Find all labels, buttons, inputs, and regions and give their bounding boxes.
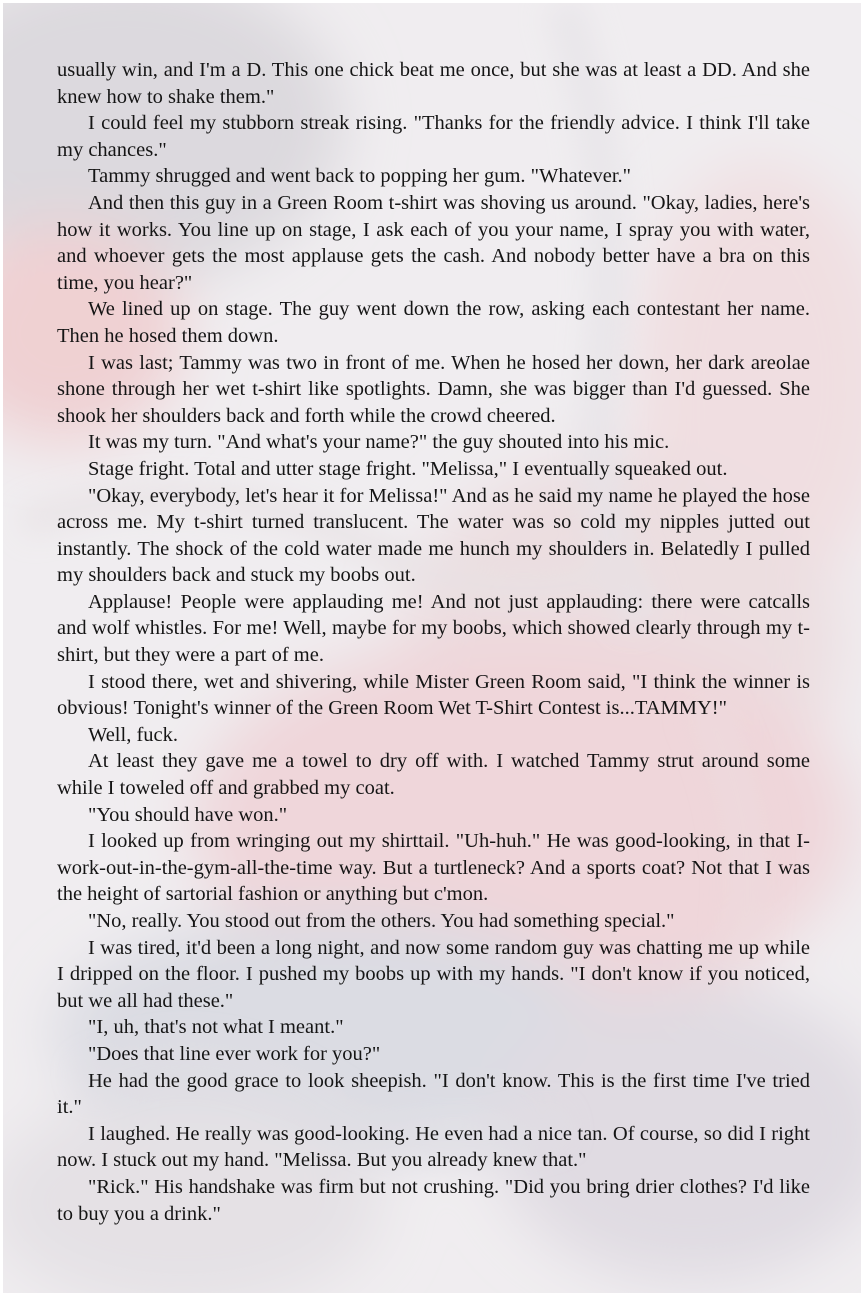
paragraph: "Rick." His handshake was firm but not crushing. "Did you bring drier clothes? I'd like to buy you a drink."	[57, 1175, 810, 1225]
paragraph: We lined up on stage. The guy went down the row, asking each contestant her name. Then he hosed them down.	[57, 298, 810, 347]
paragraph: I was tired, it'd been a long night, and now some random guy was chatting me up while I dripped on the floor. I pushed my boobs up with my hands. "I don't know if you noticed, but we all had these."	[57, 936, 810, 1012]
paragraph: Stage fright. Total and utter stage fright. "Melissa," I eventually squeaked out.	[88, 457, 728, 480]
paragraph: He had the good grace to look sheepish. "I don't know. This is the first time I've tried it."	[57, 1069, 810, 1119]
paragraph: "Okay, everybody, let's hear it for Melissa!" And as he said my name he played the hose across me. My t-shirt turned translucent. The water was so cold my nipples jutted out instantly. The shock of the cold water made me hunch my shoulders in. Belatedly I pulled my shoulders back and stuck my boobs out.	[57, 484, 810, 587]
paragraph: "Does that line ever work for you?"	[88, 1042, 381, 1065]
paragraph: "I, uh, that's not what I meant."	[88, 1016, 344, 1039]
paragraph: "No, really. You stood out from the others. You had something special."	[88, 910, 675, 932]
paragraph: At least they gave me a towel to dry off with. I watched Tammy strut around some while I toweled off and grabbed my coat.	[57, 750, 810, 800]
paragraph: I was last; Tammy was two in front of me. When he hosed her down, her dark areolae shone through her wet t-shirt like spotlights. Damn, she was bigger than I'd guessed. She shook her shoulders back and forth while the crowd cheered.	[57, 351, 810, 427]
paragraph: I looked up from wringing out my shirttail. "Uh-huh." He was good-looking, in that I-work-out-in-the-gym-all-the-time way. But a turtleneck? And a sports coat? Not that I was the height of sartorial fashion or anything but c'mon.	[57, 830, 810, 906]
page	[3, 3, 861, 1293]
paragraph: usually win, and I'm a D. This one chick beat me once, but she was at least a DD. And she knew how to shake them."	[57, 59, 810, 108]
paragraph: I stood there, wet and shivering, while Mister Green Room said, "I think the winner is obvious! Tonight's winner of the Green Room Wet T-Shirt Contest is...TAMMY!"	[57, 670, 810, 720]
paragraph: "You should have won."	[88, 803, 288, 826]
paragraph: Tammy shrugged and went back to popping her gum. "Whatever."	[88, 165, 632, 188]
story-text	[57, 57, 810, 1227]
paragraph: And then this guy in a Green Room t-shirt was shoving us around. "Okay, ladies, here's how it works. You line up on stage, I ask each of you your name, I spray you with water, and whoever gets the most applause gets the cash. And nobody better have a bra on this time, you hear?"	[57, 191, 810, 294]
paragraph: I could feel my stubborn streak rising. "Thanks for the friendly advice. I think I'll take my chances."	[57, 112, 810, 161]
paragraph: Well, fuck.	[88, 723, 178, 746]
paragraph: I laughed. He really was good-looking. He even had a nice tan. Of course, so did I right now. I stuck out my hand. "Melissa. But you already knew that."	[57, 1122, 810, 1172]
paragraph: It was my turn. "And what's your name?" the guy shouted into his mic.	[88, 431, 670, 454]
paragraph: Applause! People were applauding me! And not just applauding: there were catcalls and wolf whistles. For me! Well, maybe for my boobs, which showed clearly through my t-shirt, but they were a part of me.	[57, 590, 810, 667]
